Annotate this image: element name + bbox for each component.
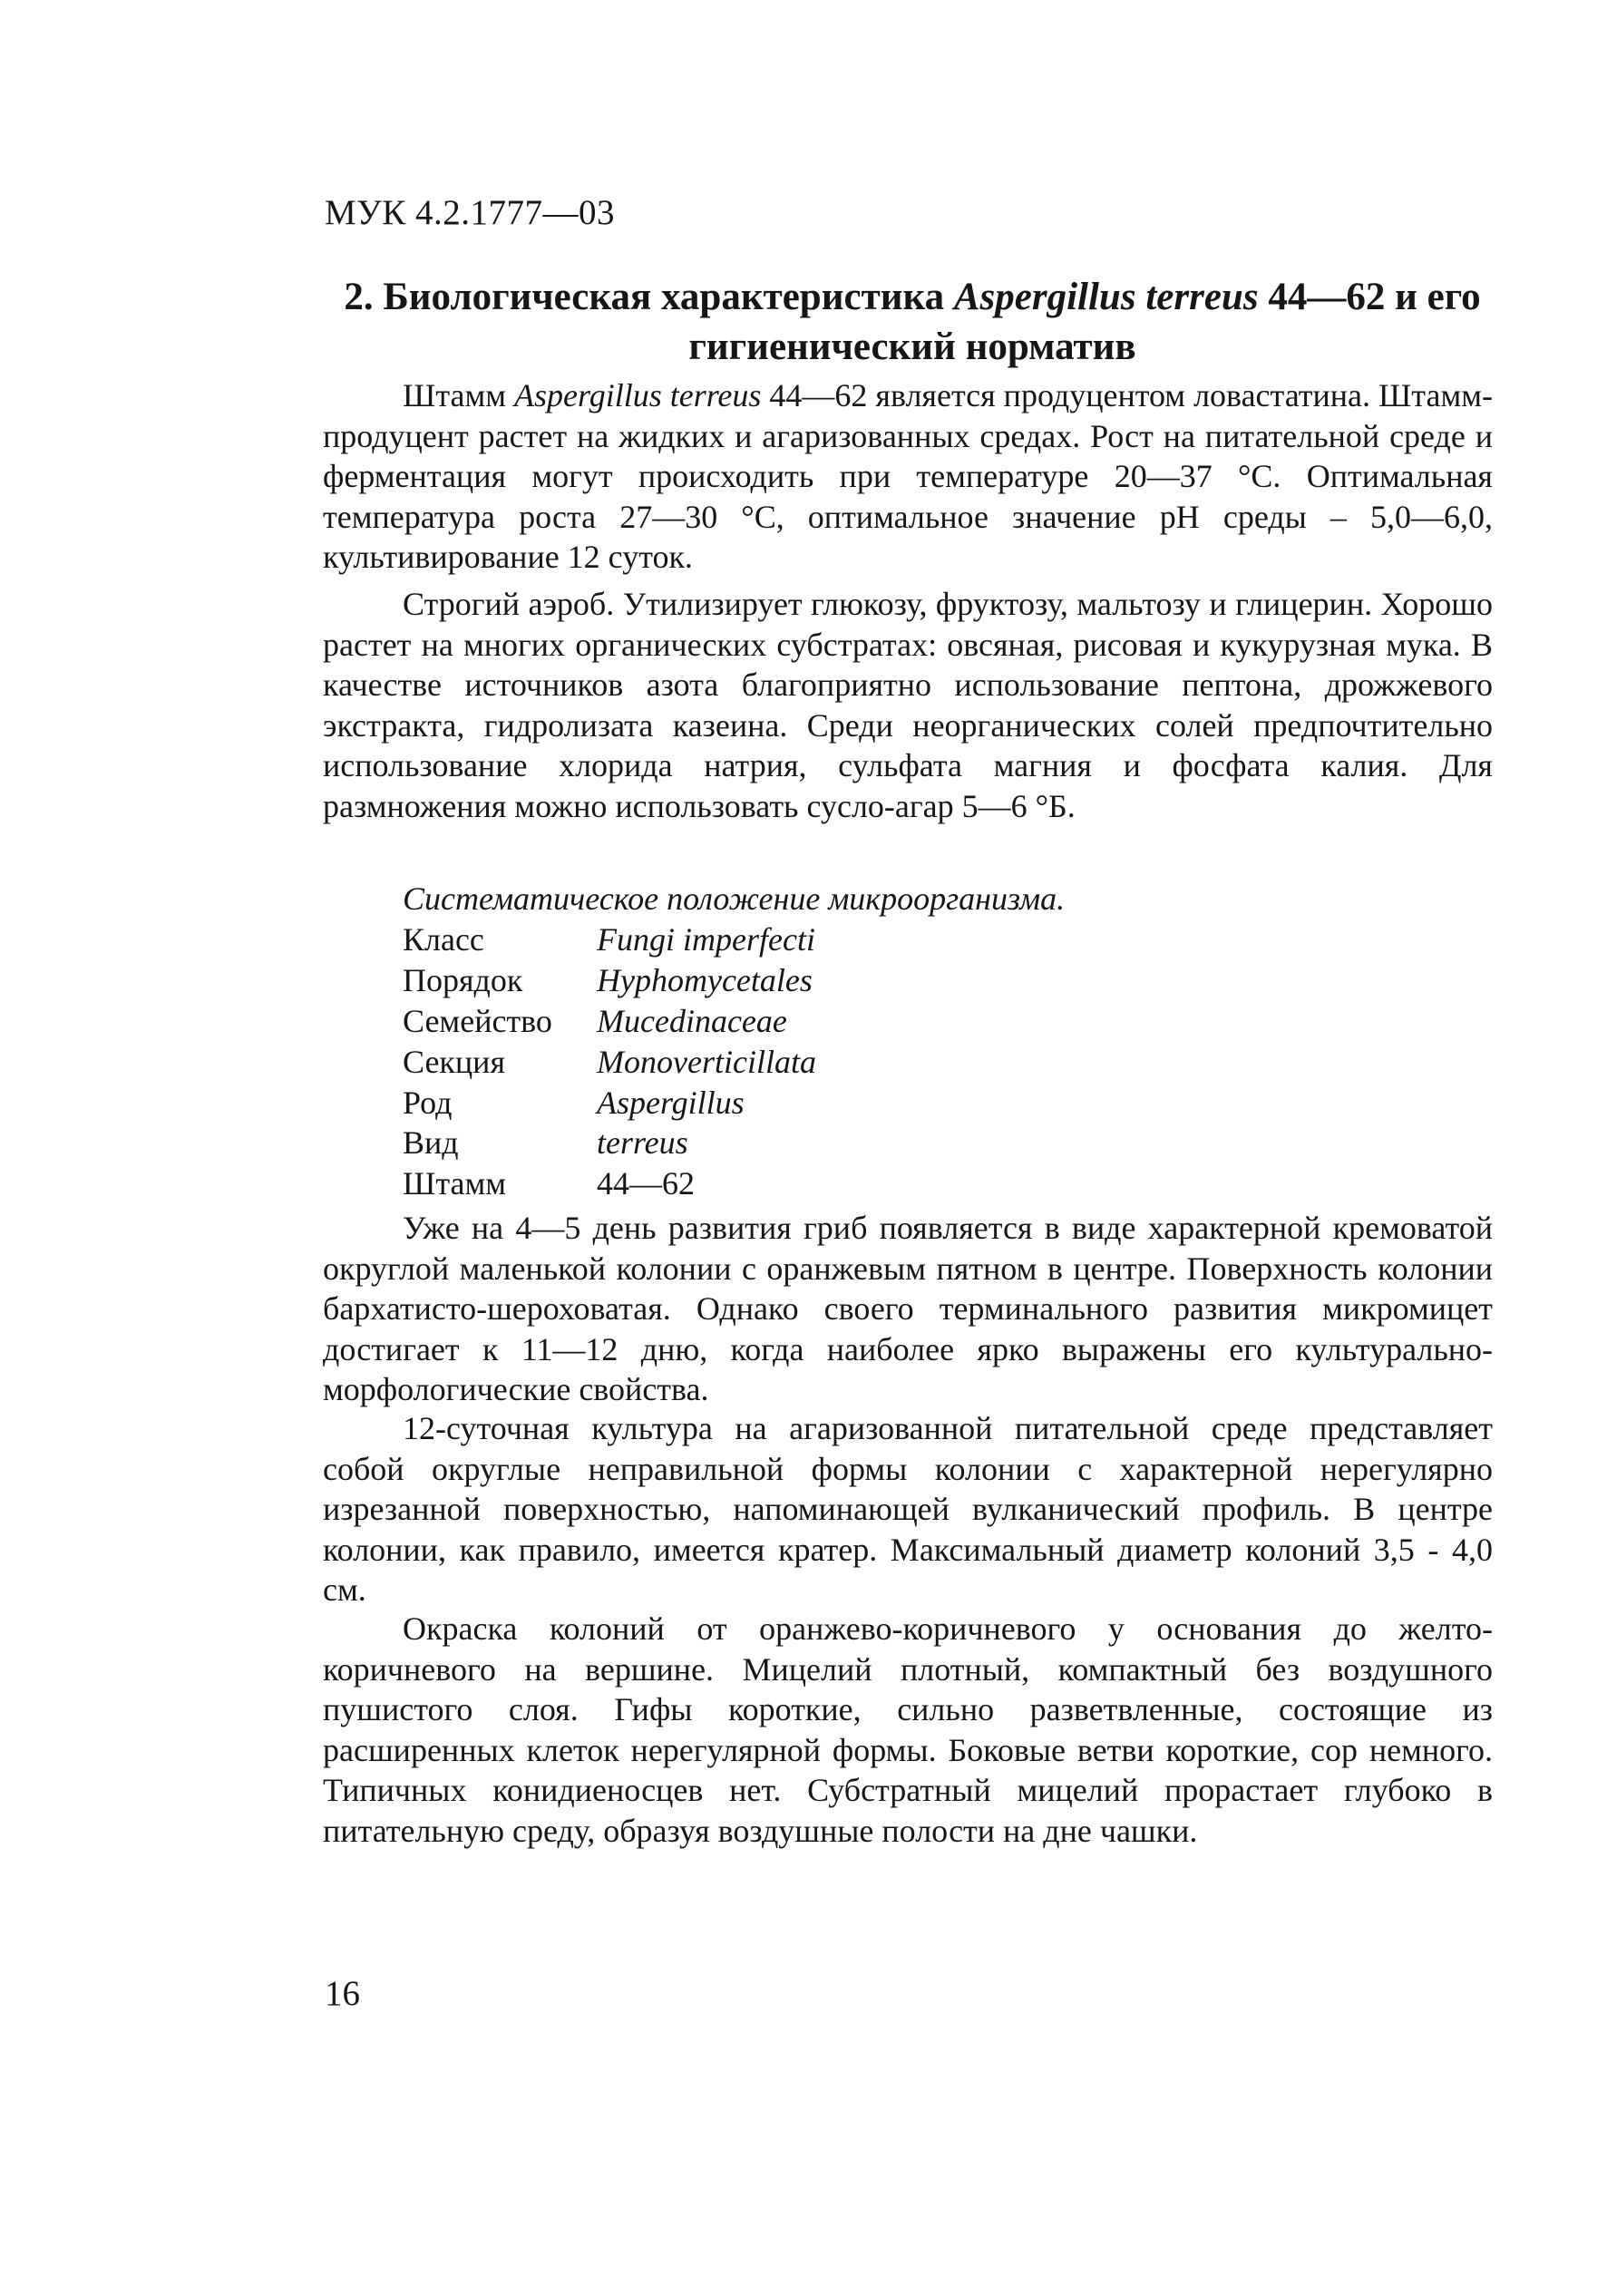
paragraph-strain-description xyxy=(323,375,1493,578)
taxonomy-rank: Семейство xyxy=(403,1002,552,1039)
section-heading xyxy=(323,272,1502,372)
taxonomy-row xyxy=(403,1163,816,1204)
taxonomy-rank: Класс xyxy=(403,921,484,958)
paragraph-metabolism: Строгий аэроб. Утилизирует глюкозу, фруктозу, мальтозу и глицерин. Хорошо растет на многих органических субстратах: овсяная, рисовая и кукурузная мука. В качестве источников азота благоприятно использование пептона, дрожжевого экстракта, гидролизата казеина. Среди неорганических солей предпочтительно использование хлорида натрия, сульфата магния и фосфата калия. Для размножения можно использовать сусло-агар 5—6 °Б. xyxy=(323,586,1493,824)
paragraph-colony-development: Уже на 4—5 день развития гриб появляется в виде характерной кремоватой округлой маленькой колонии с оранжевым пятном в центре. Поверхность колонии бархатисто-шероховатая. Однако своего терминального развития микромицет достигает к 11—12 дню, когда наиболее ярко выражены его культурально-морфологические свойства. xyxy=(323,1210,1493,1407)
taxonomy-rank: Секция xyxy=(403,1043,506,1080)
taxonomy-row xyxy=(403,919,816,960)
taxonomy-row xyxy=(403,1041,816,1082)
section-heading-prefix: 2. Биологическая характеристика xyxy=(344,276,954,318)
paragraph-1-organism: Aspergillus terreus xyxy=(514,377,762,413)
taxonomy-value: 44—62 xyxy=(597,1165,695,1202)
section-heading-suffix: 44—62 и его гигиенический норматив xyxy=(688,276,1481,368)
taxonomy-rank: Род xyxy=(403,1084,453,1121)
taxonomy-value: terreus xyxy=(597,1124,688,1162)
taxonomy-row xyxy=(403,1123,816,1163)
taxonomy-title: Систематическое положение микроорганизма. xyxy=(403,880,1066,917)
taxonomy-value: Mucedinaceae xyxy=(597,1002,787,1039)
paragraph-1-rest: 44—62 является продуцентом ловастатина. Штамм-продуцент растет на жидких и агаризованных средах. Рост на питательной среде и ферментация могут происходить при температуре 20—37 °С. Оптимальная температура роста 27—30 °С, оптимальное значение рН среды – 5,0—6,0, культивирование 12 суток. xyxy=(323,377,1494,575)
taxonomy-rank: Порядок xyxy=(403,962,523,999)
taxonomy-rank: Вид xyxy=(403,1124,459,1162)
page-number: 16 xyxy=(325,1974,360,2013)
taxonomy-value: Monoverticillata xyxy=(597,1043,816,1080)
taxonomy-table xyxy=(403,919,816,1204)
paragraph-culture-morphology: 12-суточная культура на агаризованной питательной среде представляет собой округлые неправильной формы колонии с характерной нерегулярно изрезанной поверхностью, напоминающей вулканический профиль. В центре колонии, как правило, имеется кратер. Максимальный диаметр колоний 3,5 - 4,0 см. xyxy=(323,1410,1493,1608)
taxonomy-row xyxy=(403,1082,816,1123)
section-heading-organism: Aspergillus terreus xyxy=(953,276,1259,318)
taxonomy-row xyxy=(403,1001,816,1042)
taxonomy-value: Aspergillus xyxy=(597,1084,745,1121)
paragraph-1-start: Штамм xyxy=(403,377,515,413)
document-code: МУК 4.2.1777—03 xyxy=(325,193,616,232)
taxonomy-value: Fungi imperfecti xyxy=(597,921,815,958)
taxonomy-row xyxy=(403,960,816,1001)
paragraph-colony-color: Окраска колоний от оранжево-коричневого у основания до желто-коричневого на вершине. Мицелий плотный, компактный без воздушного пушистого слоя. Гифы короткие, сильно разветвленные, состоящие из расширенных клеток нерегулярной формы. Боковые ветви короткие, сор немного. Типичных конидиеносцев нет. Субстратный мицелий прорастает глубоко в питательную среду, образуя воздушные полости на дне чашки. xyxy=(323,1610,1493,1849)
taxonomy-rank: Штамм xyxy=(403,1165,507,1202)
taxonomy-value: Hyphomycetales xyxy=(597,962,813,999)
